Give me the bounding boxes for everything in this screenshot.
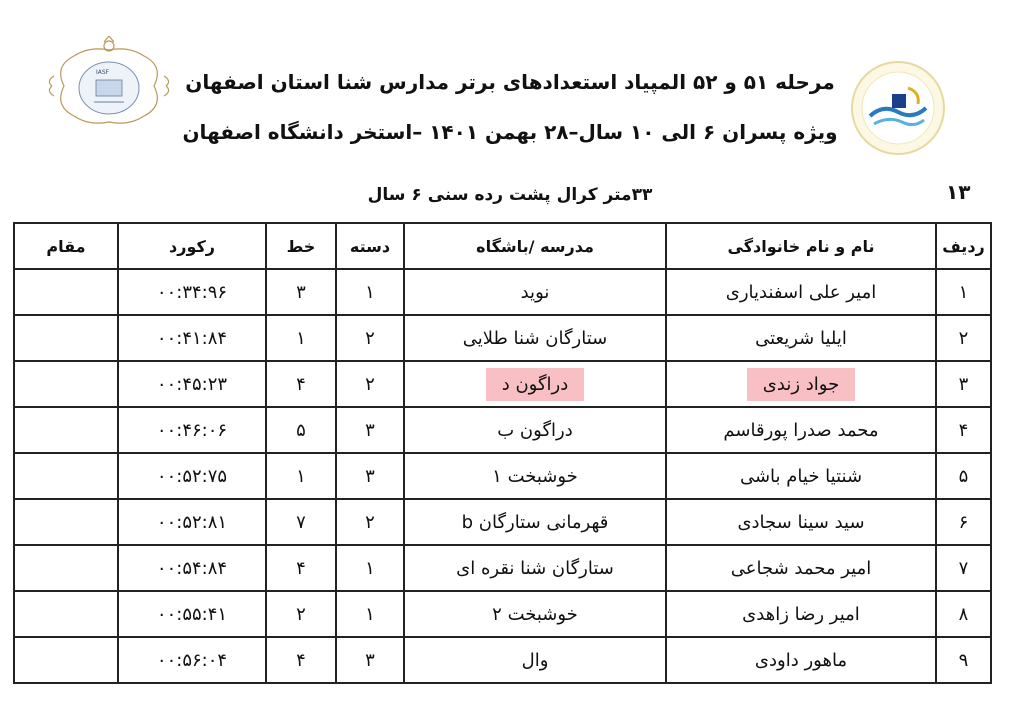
cell-lane: ۱	[266, 453, 336, 499]
header-heat: دسته	[336, 223, 404, 269]
table-row	[14, 407, 991, 453]
table-row	[14, 453, 991, 499]
cell-record: ۰۰:۵۵:۴۱	[118, 591, 266, 637]
table-row	[14, 591, 991, 637]
highlight-mark: جواد زندی	[747, 368, 855, 401]
cell-school: قهرمانی ستارگان b	[404, 499, 666, 545]
cell-record: ۰۰:۴۶:۰۶	[118, 407, 266, 453]
cell-row-number: ۴	[936, 407, 991, 453]
cell-heat: ۲	[336, 315, 404, 361]
cell-row-number: ۸	[936, 591, 991, 637]
cell-heat: ۲	[336, 499, 404, 545]
swim-school-logo	[848, 58, 948, 158]
cell-school: دراگون ب	[404, 407, 666, 453]
cell-lane: ۷	[266, 499, 336, 545]
cell-name: ایلیا شریعتی	[666, 315, 936, 361]
cell-lane: ۴	[266, 361, 336, 407]
cell-name: امیر رضا زاهدی	[666, 591, 936, 637]
cell-heat: ۳	[336, 453, 404, 499]
cell-place	[14, 315, 118, 361]
cell-record: ۰۰:۵۲:۸۱	[118, 499, 266, 545]
cell-lane: ۳	[266, 269, 336, 315]
table-row	[14, 499, 991, 545]
cell-name: امیر علی اسفندیاری	[666, 269, 936, 315]
cell-school: ستارگان شنا طلایی	[404, 315, 666, 361]
highlight-mark: دراگون د	[486, 368, 585, 401]
cell-record: ۰۰:۳۴:۹۶	[118, 269, 266, 315]
cell-row-number: ۱	[936, 269, 991, 315]
cell-place	[14, 361, 118, 407]
table-header-row	[14, 223, 991, 269]
cell-lane: ۵	[266, 407, 336, 453]
header-school: مدرسه /باشگاه	[404, 223, 666, 269]
cell-name: سید سینا سجادی	[666, 499, 936, 545]
event-title: ۳۳متر کرال پشت رده سنی ۶ سال	[367, 185, 653, 205]
cell-record: ۰۰:۴۱:۸۴	[118, 315, 266, 361]
cell-heat: ۳	[336, 407, 404, 453]
table-row	[14, 545, 991, 591]
cell-heat: ۲	[336, 361, 404, 407]
table-row	[14, 361, 991, 407]
cell-row-number: ۶	[936, 499, 991, 545]
cell-heat: ۱	[336, 545, 404, 591]
cell-heat: ۱	[336, 591, 404, 637]
event-number: ۱۳	[946, 180, 971, 204]
cell-place	[14, 453, 118, 499]
cell-row-number: ۷	[936, 545, 991, 591]
cell-place	[14, 407, 118, 453]
header-row-number: ردیف	[936, 223, 991, 269]
cell-row-number: ۹	[936, 637, 991, 683]
cell-place	[14, 499, 118, 545]
header-name: نام و نام خانوادگی	[666, 223, 936, 269]
cell-lane: ۴	[266, 637, 336, 683]
table-row	[14, 315, 991, 361]
cell-name: شنتیا خیام باشی	[666, 453, 936, 499]
olympiad-subtitle: ویژه پسران ۶ الی ۱۰ سال–۲۸ بهمن ۱۴۰۱ –استخر دانشگاه اصفهان	[182, 120, 838, 144]
cell-school: خوشبخت ۲	[404, 591, 666, 637]
cell-record: ۰۰:۴۵:۲۳	[118, 361, 266, 407]
table-row	[14, 637, 991, 683]
cell-heat: ۳	[336, 637, 404, 683]
results-table	[13, 222, 992, 684]
cell-lane: ۲	[266, 591, 336, 637]
cell-school: خوشبخت ۱	[404, 453, 666, 499]
cell-lane: ۴	[266, 545, 336, 591]
cell-record: ۰۰:۵۴:۸۴	[118, 545, 266, 591]
cell-name: ماهور داودی	[666, 637, 936, 683]
cell-school: نوید	[404, 269, 666, 315]
cell-lane: ۱	[266, 315, 336, 361]
cell-school	[404, 361, 666, 407]
cell-name: امیر محمد شجاعی	[666, 545, 936, 591]
cell-place	[14, 637, 118, 683]
cell-row-number: ۵	[936, 453, 991, 499]
header-record: رکورد	[118, 223, 266, 269]
olympiad-title: مرحله ۵۱ و ۵۲ المپیاد استعدادهای برتر مدارس شنا استان اصفهان	[185, 70, 835, 94]
table-row	[14, 269, 991, 315]
header-lane: خط	[266, 223, 336, 269]
cell-school: ستارگان شنا نقره ای	[404, 545, 666, 591]
cell-row-number: ۳	[936, 361, 991, 407]
cell-row-number: ۲	[936, 315, 991, 361]
cell-heat: ۱	[336, 269, 404, 315]
cell-record: ۰۰:۵۲:۷۵	[118, 453, 266, 499]
cell-place	[14, 545, 118, 591]
cell-school: وال	[404, 637, 666, 683]
header-place: مقام	[14, 223, 118, 269]
cell-name: محمد صدرا پورقاسم	[666, 407, 936, 453]
federation-emblem-logo	[44, 36, 174, 136]
cell-place	[14, 591, 118, 637]
cell-name	[666, 361, 936, 407]
logo-lettering: IASF	[96, 69, 110, 76]
cell-record: ۰۰:۵۶:۰۴	[118, 637, 266, 683]
cell-place	[14, 269, 118, 315]
